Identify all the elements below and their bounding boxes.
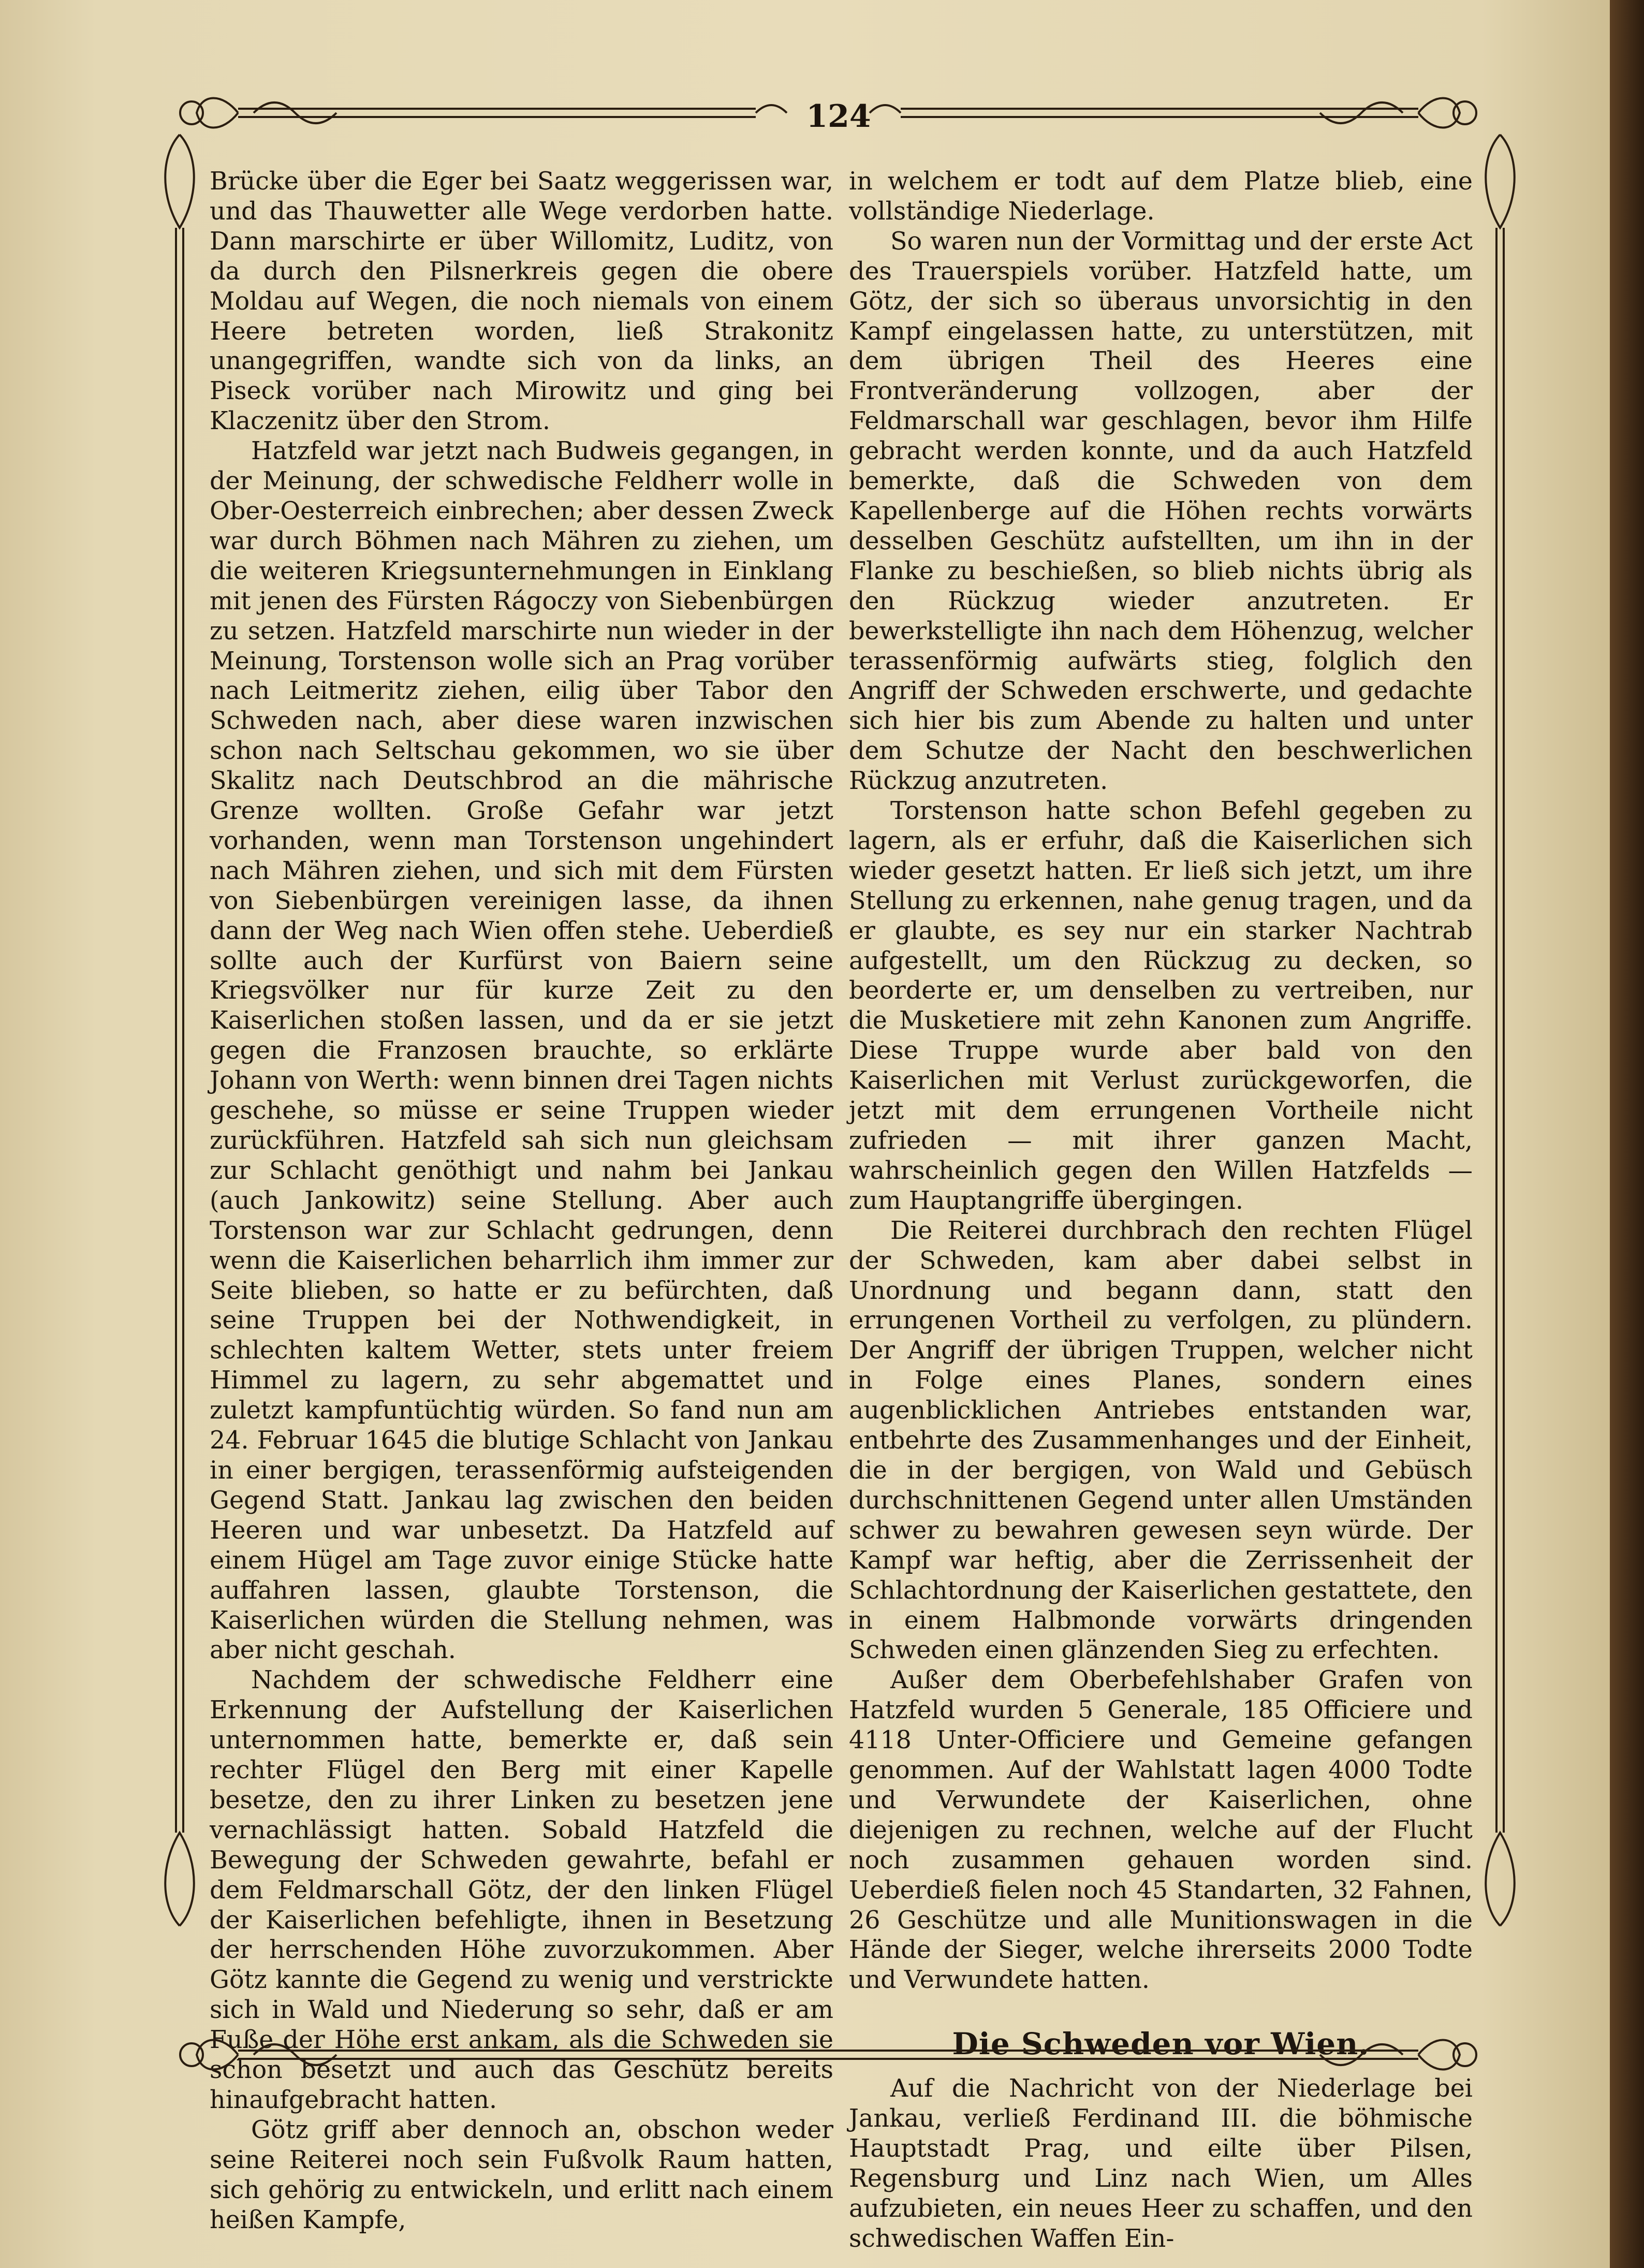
right-paragraph-2: So waren nun der Vormittag und der erste Act des Trauerspiels vorüber. Hatzfeld hatte, um Götz, der sich so überaus unvorsichtig in den Kampf eingelassen hatte, zu unterstützen, mit dem übrigen Theil des Heeres eine Frontveränderung vollzogen, aber der Feldmarschall war geschlagen, bevor ihm Hilfe gebracht werden konnte, und da auch Hatzfeld bemerkte, daß die Schweden von dem Kapellenberge auf die Höhen rechts vorwärts desselben Geschütz aufstellten, um ihn in der Flanke zu beschießen, so blieb nichts übrig als den Rückzug wieder anzutreten. Er bewerkstelligte ihn nach dem Höhenzug, welcher terassenförmig aufwärts stieg, folglich den Angriff der Schweden erschwerte, und gedachte sich hier bis zum Abende zu halten und unter dem Schutze der Nacht den beschwerlichen Rückzug anzutreten. [849, 227, 1473, 796]
page-number: 124 [806, 98, 871, 135]
right-paragraph-3: Torstenson hatte schon Befehl gegeben zu lagern, als er erfuhr, daß die Kaiserlichen sich wieder gesetzt hatten. Er ließ sich jetzt, um ihre Stellung zu erkennen, nahe genug tragen, und da er glaubte, es sey nur ein starker Nachtrab aufgestellt, um den Rückzug zu decken, so beorderte er, um denselben zu vertreiben, nur die Musketiere mit zehn Kanonen zum Angriffe. Diese Truppe wurde aber bald von den Kaiserlichen mit Verlust zurückgeworfen, die jetzt mit dem errungenen Vortheile nicht zufrieden — mit ihrer ganzen Macht, wahrscheinlich gegen den Willen Hatzfelds — zum Hauptangriffe übergingen. [849, 797, 1473, 1215]
right-side-ornament [1478, 124, 1524, 1936]
left-paragraph-2: Hatzfeld war jetzt nach Budweis gegangen, in der Meinung, der schwedische Feldherr wolle in Ober-Oesterreich einbrechen; aber dessen Zweck war durch Böhmen nach Mähren zu ziehen, um die weiteren Kriegsunternehmungen in Einklang mit jenen des Fürsten Rágoczy von Siebenbürgen zu setzen. Hatzfeld marschirte nun wieder in der Meinung, Torstenson wolle sich an Prag vorüber nach Leitmeritz ziehen, eilig über Tabor den Schweden nach, aber diese waren inzwischen schon nach Seltschau gekommen, wo sie über Skalitz nach Deutschbrod an die mährische Grenze wollten. Große Gefahr war jetzt vorhanden, wenn man Torstenson ungehindert nach Mähren ziehen, und sich mit dem Fürsten von Siebenbürgen vereinigen lasse, da ihnen dann der Weg nach Wien offen stehe. Ueberdieß sollte auch der Kurfürst von Baiern seine Kriegsvölker nur für kurze Zeit zu den Kaiserlichen stoßen lassen, und da er sie jetzt gegen die Franzosen brauchte, so erklärte Johann von Werth: wenn binnen drei Tagen nichts geschehe, so müsse er seine Truppen wieder zurückführen. Hatzfeld sah sich nun gleichsam zur Schlacht genöthigt und nahm bei Jankau (auch Jankowitz) seine Stellung. Aber auch Torstenson war zur Schlacht gedrungen, denn wenn die Kaiserlichen beharrlich ihm immer zur Seite blieben, so hatte er zu befürchten, daß seine Truppen bei der Nothwendigkeit, in schlechten kaltem Wetter, stets unter freiem Himmel zu lagern, zu sehr abgemattet und zuletzt kampfuntüchtig würden. So fand nun am 24. Februar 1645 die blutige Schlacht von Jankau in einer bergigen, terassenförmig aufsteigenden Gegend Statt. Jankau lag zwischen den beiden Heeren und war unbesetzt. Da Hatzfeld auf einem Hügel am Tage zuvor einige Stücke hatte auffahren lassen, glaubte Torstenson, die Kaiserlichen würden die Stellung nehmen, was aber nicht geschah. [210, 437, 833, 1665]
left-paragraph-4: Götz griff aber dennoch an, obschon weder seine Reiterei noch sein Fußvolk Raum hatten, sich gehörig zu entwickeln, und erlitt nach einem heißen Kampfe, [210, 2115, 833, 2234]
left-column [210, 167, 833, 2235]
right-paragraph-4: Die Reiterei durchbrach den rechten Flügel der Schweden, kam aber dabei selbst in Unordnung und begann dann, statt den errungenen Vortheil zu verfolgen, zu plündern. Der Angriff der übrigen Truppen, welcher nicht in Folge eines Planes, sondern eines augenblicklichen Antriebes entstanden war, entbehrte des Zusammenhanges und der Einheit, die in der bergigen, von Wald und Gebüsch durchschnittenen Gegend unter allen Umständen schwer zu bewahren gewesen seyn würde. Der Kampf war heftig, aber die Zerrissenheit der Schlachtordnung der Kaiserlichen gestattete, den in einem Halbmonde vorwärts dringenden Schweden einen glänzenden Sieg zu erfechten. [849, 1216, 1473, 1665]
left-side-ornament [155, 124, 202, 1936]
section-paragraph: Auf die Nachricht von der Niederlage bei Jankau, verließ Ferdinand III. die böhmische Hauptstadt Prag, und eilte über Pilsen, Regensburg und Linz nach Wien, um Alles aufzubieten, ein neues Heer zu schaffen, und den schwedischen Waffen Ein- [849, 2074, 1473, 2253]
left-paragraph-1: Brücke über die Eger bei Saatz weggerissen war, und das Thauwetter alle Wege verdorben hatte. Dann marschirte er über Willomitz, Luditz, von da durch den Pilsnerkreis gegen die obere Moldau auf Wegen, die noch niemals von einem Heere betreten worden, ließ Strakonitz unangegriffen, wandte sich von da links, an Piseck vorüber nach Mirowitz und ging bei Klaczenitz über den Strom. [210, 167, 833, 436]
right-paragraph-5: Außer dem Oberbefehlshaber Grafen von Hatzfeld wurden 5 Generale, 185 Officiere und 4118 Unter-Officiere und Gemeine gefangen genommen. Auf der Wahlstatt lagen 4000 Todte und Verwundete der Kaiserlichen, ohne diejenigen zu rechnen, welche auf der Flucht noch zusammen gehauen worden sind. Ueberdieß fielen noch 45 Standarten, 32 Fahnen, 26 Geschütze und alle Munitionswagen in die Hände der Sieger, welche ihrerseits 2000 Todte und Verwundete hatten. [849, 1666, 1473, 1995]
right-column [849, 167, 1473, 2254]
section-title: Die Schweden vor Wien. [952, 2026, 1370, 2062]
right-paragraph-1: in welchem er todt auf dem Platze blieb, eine vollständige Niederlage. [849, 167, 1473, 226]
book-spine [1610, 0, 1644, 2268]
bottom-ornament-border [171, 2022, 1486, 2084]
left-paragraph-3: Nachdem der schwedische Feldherr eine Erkennung der Aufstellung der Kaiserlichen unternommen hatte, bemerkte er, daß sein rechter Flügel den Berg mit einer Kapelle besetze, den zu ihrer Linken zu besetzen jene vernachlässigt hatten. Sobald Hatzfeld die Bewegung der Schweden gewahrte, befahl er dem Feldmarschall Götz, der den linken Flügel der Kaiserlichen befehligte, ihnen in Besetzung der herrschenden Höhe zuvorzukommen. Aber Götz kannte die Gegend zu wenig und verstrickte sich in Wald und Niederung so sehr, daß er am Fuße der Höhe erst ankam, als die Schweden sie schon besetzt und auch das Geschütz bereits hinaufgebracht hatten. [210, 1666, 833, 2114]
